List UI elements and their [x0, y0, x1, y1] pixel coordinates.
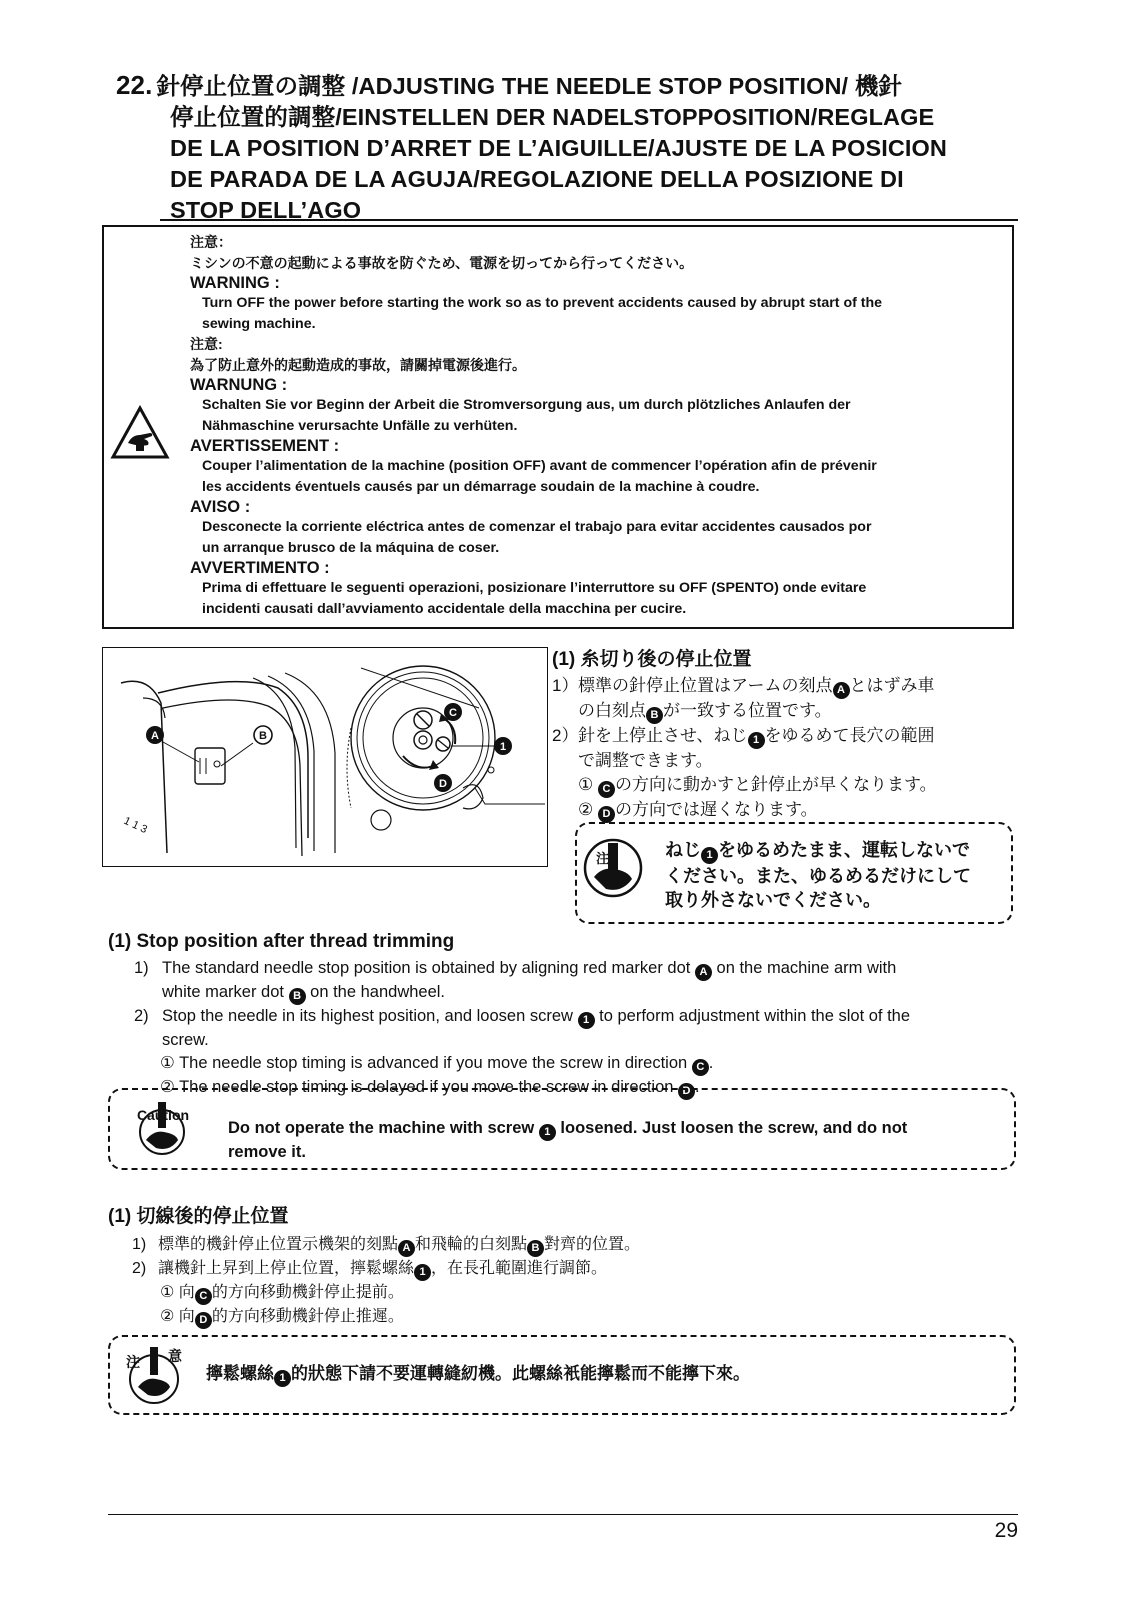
footer-divider — [108, 1514, 1018, 1515]
en-item-1-d: on the handwheel. — [310, 983, 446, 1001]
marker-a-icon: A — [833, 682, 850, 699]
warning-zh-head: 注意: — [190, 336, 223, 352]
caution-hand-icon — [122, 1102, 204, 1156]
zh-sub-2-a: 向 — [178, 1308, 195, 1325]
page-number: 29 — [994, 1519, 1018, 1542]
en-item-1-b: on the machine arm with — [716, 959, 897, 977]
en-item-1-text — [154, 957, 896, 1005]
warning-de-text-2: Nähmaschine verursachte Unfälle zu verhüten. — [202, 417, 518, 434]
warning-en-text-1: Turn OFF the power before starting the work so as to prevent accidents caused by abrupt start of the — [202, 295, 883, 311]
jp-item-1-b: とはずみ車 — [849, 676, 935, 695]
jp-item-1-text — [578, 674, 935, 724]
zh-sub-1-prefix: ① — [160, 1284, 175, 1301]
direction-d-icon: D — [678, 1083, 695, 1100]
jp-item-2-text — [578, 724, 935, 773]
zh-sub-2 — [108, 1305, 1018, 1329]
en-section-head: (1) Stop position after thread trimming — [108, 931, 455, 952]
direction-c-icon: C — [692, 1059, 709, 1076]
caution-zh-text-b: 的狀態下請不要運轉縫紉機。此螺絲衹能擰鬆而不能擰下來。 — [291, 1364, 750, 1383]
en-item-1-c: white marker dot — [162, 983, 284, 1001]
screw-1-icon: 1 — [578, 1012, 595, 1029]
zh-sub-1-b: 的方向移動機針停止提前。 — [211, 1284, 404, 1301]
figure-label-a: A — [151, 730, 159, 742]
screw-1-icon: 1 — [414, 1264, 431, 1281]
screw-1-icon: 1 — [274, 1370, 291, 1387]
en-item-2-b: to perform adjustment within the slot of the — [599, 1007, 911, 1025]
direction-c-icon: C — [598, 781, 615, 798]
title-line-1: 針停止位置の調整 /ADJUSTING THE NEEDLE STOP POSITION/ 機針 — [156, 73, 903, 99]
jp-sub-2 — [552, 798, 1022, 823]
warning-en-text-2: sewing machine. — [202, 315, 316, 332]
screw-1-icon: 1 — [539, 1124, 556, 1141]
title-line-3: DE LA POSITION D’ARRET DE L’AIGUILLE/AJUSTE DE LA POSICION — [170, 135, 948, 161]
zh-item-2 — [108, 1257, 1018, 1281]
zh-item-1 — [108, 1233, 1018, 1257]
zh-item-2-text — [158, 1257, 607, 1281]
warning-it-text-1: Prima di effettuare le seguenti operazioni, posizionare l’interruttore su OFF (SPENTO) onde evitare — [202, 580, 867, 596]
en-item-1-number: 1) — [134, 959, 149, 977]
jp-item-2-b: をゆるめて長穴の範囲 — [764, 726, 935, 745]
marker-b-icon: B — [646, 707, 663, 724]
en-sub-1-prefix: ① — [160, 1054, 175, 1072]
warning-fr-text-1: Couper l’alimentation de la machine (position OFF) avant de commencer l’opération afin de prévenir — [202, 458, 877, 474]
caution-jp-text-1b: をゆるめたまま、運転しないで — [718, 840, 970, 860]
zh-sub-2-b: 的方向移動機針停止推遲。 — [211, 1308, 404, 1325]
zh-section-head: (1) 切線後的停止位置 — [108, 1206, 289, 1227]
en-item-1-a: The standard needle stop position is obtained by aligning red marker dot — [162, 959, 691, 977]
warning-jp-text: ミシンの不意の起動による事故を防ぐため、電源を切ってから行ってください。 — [190, 254, 694, 271]
en-item-2-number: 2) — [134, 1007, 149, 1025]
zh-item-2-a: 讓機針上昇到上停止位置，擰鬆螺絲 — [158, 1260, 415, 1277]
warning-es-text-1: Desconecte la corriente eléctrica antes de comenzar el trabajo para evitar accidentes causados por — [202, 519, 872, 535]
en-item-2-c: screw. — [162, 1031, 209, 1049]
section-number: 22. — [116, 70, 153, 100]
jp-item-1-a: 標準の針停止位置はアームの刻点 — [578, 676, 833, 695]
marker-a-icon: A — [695, 964, 712, 981]
warning-en-head: WARNING : — [190, 274, 280, 292]
caution-en-text-c: remove it. — [228, 1143, 306, 1161]
caution-hand-icon — [118, 1345, 190, 1407]
screw-1-icon: 1 — [748, 732, 765, 749]
title-line-2: 停止位置的調整/EINSTELLEN DER NADELSTOPPOSITION/REGLAGE — [170, 104, 935, 130]
caution-en-text-b: loosened. Just loosen the screw, and do not — [560, 1119, 908, 1137]
direction-d-icon: D — [195, 1312, 212, 1329]
caution-zh-text — [206, 1362, 1006, 1387]
zh-item-1-c: 對齊的位置。 — [544, 1236, 641, 1253]
title-divider — [160, 219, 1018, 221]
jp-sub-2-prefix: ② — [578, 800, 594, 819]
jp-section-head: (1) 糸切り後の停止位置 — [552, 649, 752, 670]
zh-section — [108, 1205, 1018, 1329]
jp-item-2-number: 2） — [552, 726, 579, 745]
warning-fr-text-2: les accidents éventuels causés par un démarrage soudain de la machine à coudre. — [202, 478, 760, 495]
jp-item-1-number: 1） — [552, 676, 579, 695]
warning-fr-head: AVERTISSEMENT : — [190, 437, 340, 455]
en-item-1 — [110, 957, 1020, 1005]
warning-it-text-2: incidenti causati dall’avviamento accidentale della macchina per cucire. — [202, 600, 687, 617]
figure-label-1: 1 — [499, 741, 507, 753]
caution-en-text-a: Do not operate the machine with screw — [228, 1119, 535, 1137]
direction-c-icon: C — [195, 1288, 212, 1305]
zh-item-1-b: 和飛輪的白刻點 — [415, 1236, 528, 1253]
page-title — [116, 70, 1016, 226]
caution-hand-icon — [582, 837, 644, 899]
jp-sub-1-text: の方向に動かすと針停止が早くなります。 — [614, 775, 937, 794]
figure-label-b: B — [259, 730, 267, 742]
warning-zh-text: 為了防止意外的起動造成的事故，請關掉電源後進行。 — [190, 356, 526, 373]
en-section — [110, 930, 1020, 1100]
en-item-2-a: Stop the needle in its highest position, and loosen screw — [162, 1007, 573, 1025]
caution-jp-icon-right: 意 — [620, 852, 634, 867]
zh-sub-2-prefix: ② — [160, 1308, 175, 1325]
warning-de-head: WARNUNG : — [190, 376, 288, 394]
warning-jp-head: 注意： — [190, 234, 232, 250]
jp-item-1-d: が一致する位置です。 — [663, 701, 832, 720]
jp-item-1-c: の白刻点 — [578, 701, 646, 720]
figure-label-c: C — [449, 707, 457, 719]
caution-jp-text-1a: ねじ — [665, 840, 701, 860]
en-sub-2-text: The needle stop timing is delayed if you move the screw in direction — [179, 1078, 674, 1096]
zh-item-2-b: ，在長孔範圍進行調節。 — [431, 1260, 608, 1277]
caution-zh-icon-left: 注 — [126, 1355, 140, 1371]
en-item-2-text — [154, 1005, 910, 1052]
jp-sub-2-text: の方向では遅くなります。 — [614, 800, 818, 819]
zh-sub-1-a: 向 — [178, 1284, 195, 1301]
marker-a-icon: A — [398, 1240, 415, 1257]
warning-es-text-2: un arranque brusco de la máquina de coser. — [202, 539, 500, 556]
caution-zh-text-a: 擰鬆螺絲 — [206, 1364, 274, 1383]
zh-sub-1 — [108, 1281, 1018, 1305]
jp-section — [552, 648, 1022, 823]
warning-de-text-1: Schalten Sie vor Beginn der Arbeit die Stromversorgung aus, um durch plötzliches Anlaufen der — [202, 397, 851, 413]
en-sub-1-text: The needle stop timing is advanced if you move the screw in direction — [179, 1054, 688, 1072]
jp-sub-1 — [552, 773, 1022, 798]
zh-item-1-number: 1) — [132, 1236, 147, 1253]
caution-en-text — [228, 1117, 1008, 1164]
caution-jp-text-2: ください。また、ゆるめるだけにして — [665, 866, 971, 886]
warning-content — [190, 232, 1005, 619]
jp-sub-1-prefix: ① — [578, 775, 594, 794]
zh-item-2-number: 2) — [132, 1260, 147, 1277]
jp-item-1 — [552, 674, 1022, 724]
marker-b-icon: B — [289, 988, 306, 1005]
caution-zh-icon-right: 意 — [168, 1349, 182, 1365]
en-sub-1: ① The needle stop timing is advanced if you move the screw in direction C . — [110, 1052, 1020, 1076]
en-item-2 — [110, 1005, 1020, 1052]
jp-item-2-c: で調整できます。 — [578, 751, 713, 770]
caution-jp-text — [665, 838, 1005, 912]
en-sub-2-prefix: ② — [160, 1078, 175, 1096]
title-line-4: DE PARADA DE LA AGUJA/REGOLAZIONE DELLA POSIZIONE DI — [170, 166, 904, 192]
machine-figure — [102, 647, 548, 867]
en-sub-2: ② The needle stop timing is delayed if you move the screw in direction D . — [110, 1076, 1020, 1100]
caution-jp-icon-left: 注 — [596, 852, 610, 867]
zh-item-1-a: 標準的機針停止位置示機架的刻點 — [158, 1236, 399, 1253]
zh-item-1-text — [158, 1233, 640, 1257]
direction-d-icon: D — [598, 806, 615, 823]
warning-es-head: AVISO : — [190, 498, 251, 516]
caution-en-icon-label: Caution — [136, 1107, 190, 1123]
figure-label-d: D — [439, 778, 447, 790]
warning-it-head: AVVERTIMENTO : — [190, 559, 330, 577]
jp-item-2 — [552, 724, 1022, 773]
title-line-5: STOP DELL’AGO — [170, 197, 362, 223]
caution-jp-text-3: 取り外さないでください。 — [665, 890, 881, 910]
figure-scale-text: 1 1 3 — [121, 814, 149, 837]
hand-hazard-warning-icon — [110, 405, 170, 460]
jp-item-2-a: 針を上停止させ、ねじ — [578, 726, 748, 745]
marker-b-icon: B — [527, 1240, 544, 1257]
handwheel-diagram — [103, 648, 548, 867]
screw-1-icon: 1 — [701, 847, 718, 864]
